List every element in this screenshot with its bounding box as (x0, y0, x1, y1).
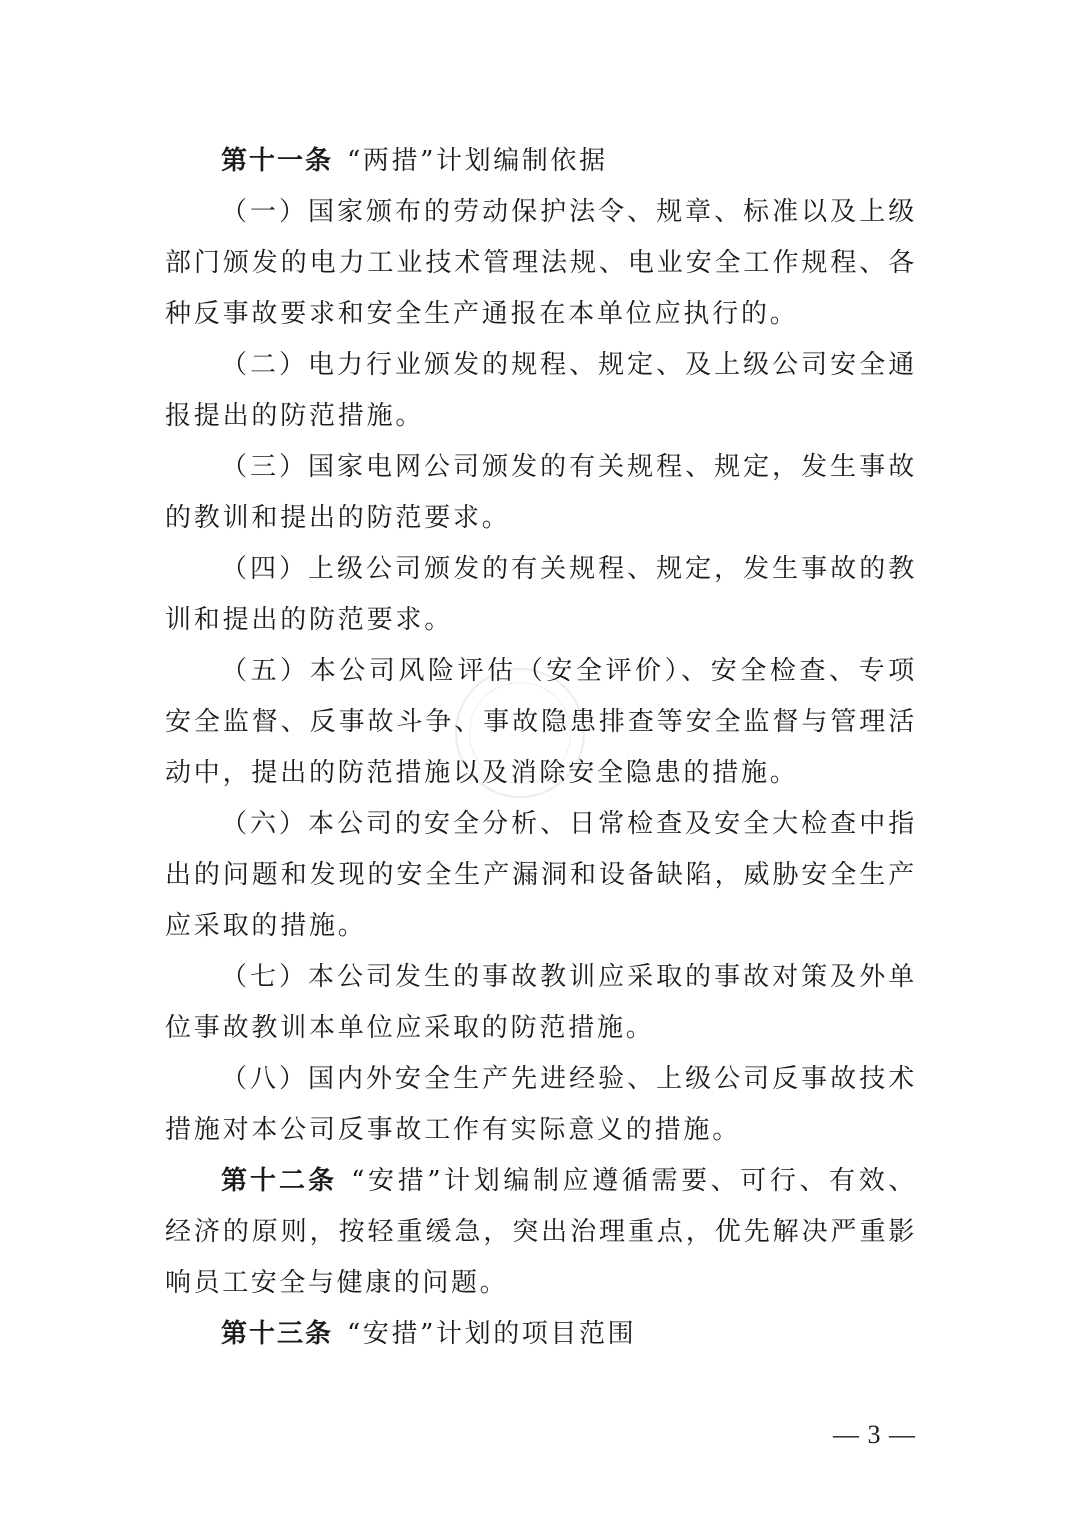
article-11-item-2: （二）电力行业颁发的规程、规定、及上级公司安全通报提出的防范措施。 (165, 350, 917, 431)
article-title: “安措”计划的项目范围 (347, 1319, 637, 1349)
article-13-heading (165, 1309, 917, 1360)
document-body (165, 136, 917, 1360)
article-11-item-5: （五）本公司风险评估（安全评价）、安全检查、专项安全监督、反事故斗争、事故隐患排查等安全监督与管理活动中，提出的防范措施以及消除安全隐患的措施。 (165, 656, 917, 788)
article-label: 第十一条 (221, 146, 334, 176)
article-label: 第十三条 (221, 1319, 334, 1349)
article-11-heading (165, 136, 917, 187)
article-title: “安措”计划编制应遵循需要、可行、有效、经济的原则，按轻重缓急，突出治理重点，优先解决严重影响员工安全与健康的问题。 (165, 1166, 917, 1298)
article-11-item-3: （三）国家电网公司颁发的有关规程、规定，发生事故的教训和提出的防范要求。 (165, 452, 917, 533)
article-title: “两措”计划编制依据 (347, 146, 608, 176)
article-11-item-1: （一）国家颁布的劳动保护法令、规章、标准以及上级部门颁发的电力工业技术管理法规、电业安全工作规程、各种反事故要求和安全生产通报在本单位应执行的。 (165, 197, 917, 329)
article-11-item-6: （六）本公司的安全分析、日常检查及安全大检查中指出的问题和发现的安全生产漏洞和设备缺陷，威胁安全生产应采取的措施。 (165, 809, 917, 941)
page-number: — 3 — (833, 1420, 916, 1449)
article-11-item-7: （七）本公司发生的事故教训应采取的事故对策及外单位事故教训本单位应采取的防范措施。 (165, 962, 917, 1043)
article-label: 第十二条 (221, 1166, 338, 1196)
article-11-item-8: （八）国内外安全生产先进经验、上级公司反事故技术措施对本公司反事故工作有实际意义的措施。 (165, 1064, 917, 1145)
article-12-paragraph (165, 1156, 917, 1309)
article-11-item-4: （四）上级公司颁发的有关规程、规定，发生事故的教训和提出的防范要求。 (165, 554, 917, 635)
